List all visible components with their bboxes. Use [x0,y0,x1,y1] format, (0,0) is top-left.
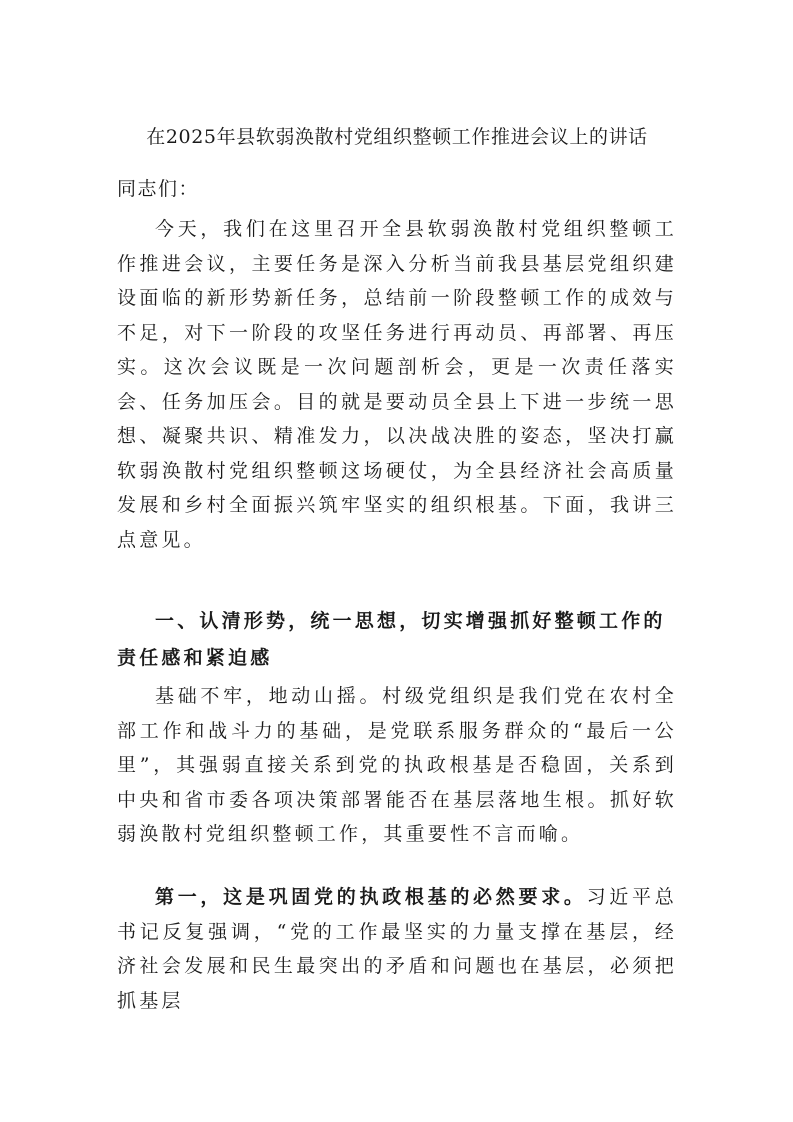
paragraph-foundation: 基础不牢，地动山摇。村级党组织是我们党在农村全部工作和战斗力的基础，是党联系服务群众的“最后一公里”，其强弱直接关系到党的执政根基是否稳固，关系到中央和省市委各项决策部署能否在基层落地生根。抓好软弱涣散村党组织整顿工作，其重要性不言而喻。 [117,685,677,845]
paragraph-body: 习近平总书记反复强调，“党的工作最坚实的力量支撑在基层，经济社会发展和民生最突出的矛盾和问题也在基层，必须把抓基层 [117,886,677,1012]
document-title: 在2025年县软弱涣散村党组织整顿工作推进会议上的讲话 [146,126,648,148]
paragraph-first-point [117,880,677,1018]
salutation: 同志们： [117,178,200,200]
paragraph-intro: 今天，我们在这里召开全县软弱涣散村党组织整顿工作推进会议，主要任务是深入分析当前我县基层党组织建设面临的新形势新任务，总结前一阶段整顿工作的成效与不足，对下一阶段的攻坚任务进行再动员、再部署、再压实。这次会议既是一次问题剖析会，更是一次责任落实会、任务加压会。目的就是要动员全县上下进一步统一思想、凝聚共识、精准发力，以决战决胜的姿态，坚决打赢软弱涣散村党组织整顿这场硬仗，为全县经济社会高质量发展和乡村全面振兴筑牢坚实的组织根基。下面，我讲三点意见。 [117,218,677,551]
paragraph-lead: 第一，这是巩固党的执政根基的必然要求。 [155,886,587,908]
section-heading-1: 一、认清形势，统一思想，切实增强抓好整顿工作的责任感和紧迫感 [117,610,666,669]
